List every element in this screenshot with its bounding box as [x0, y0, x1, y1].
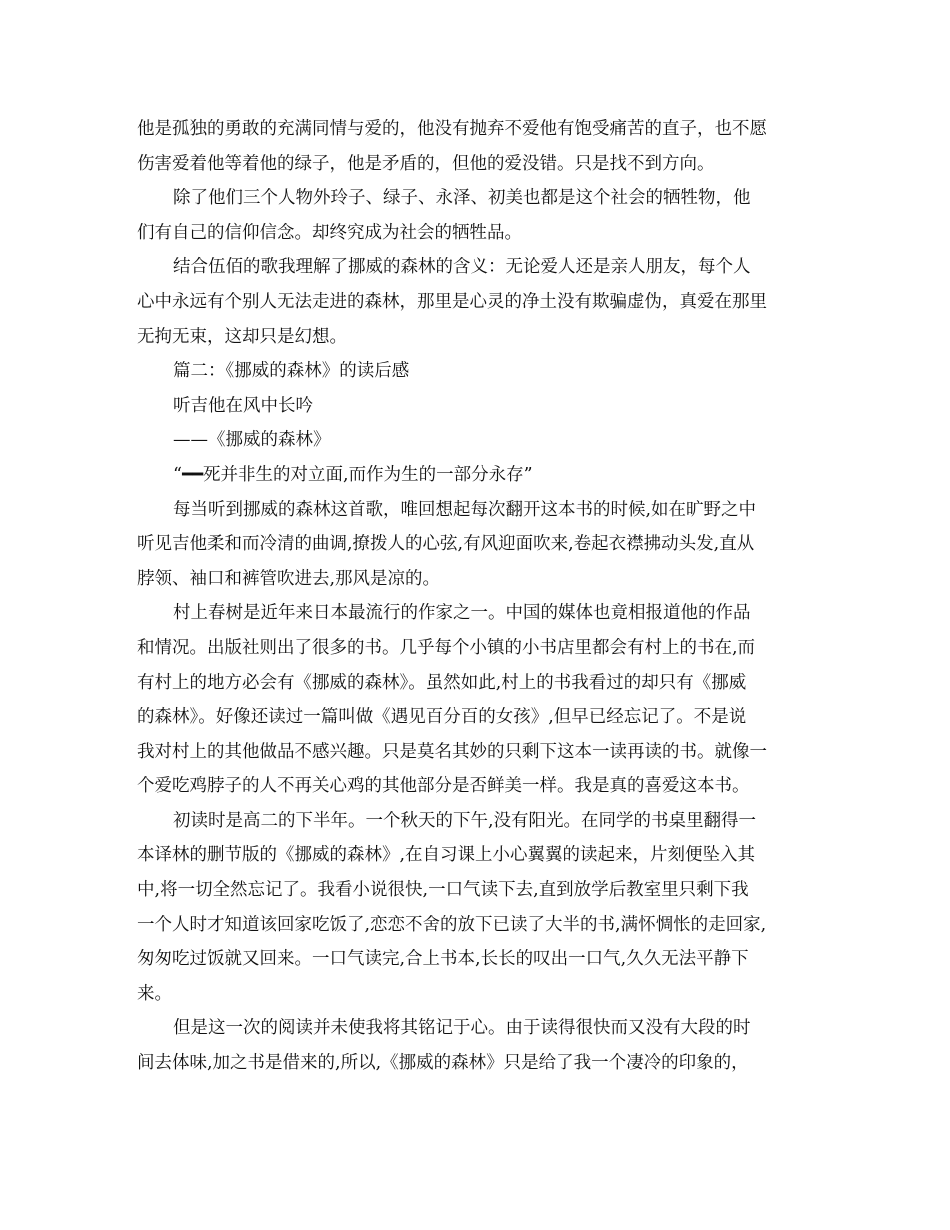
text-line: 我对村上的其他做品不感兴趣。只是莫名其妙的只剩下这本一读再读的书。就像一 [137, 741, 767, 762]
text-line: “━━死并非生的对立面,而作为生的一部分永存” [173, 464, 533, 485]
text-line: 和情况。出版社则出了很多的书。几乎每个小镇的小书店里都会有村上的书在,而 [137, 637, 756, 658]
text-line: 中,将一切全然忘记了。我看小说很快,一口气读下去,直到放学后教室里只剩下我 [137, 880, 749, 901]
text-line: 听吉他在风中长吟 [173, 395, 313, 416]
text-line: 篇二：《挪威的森林》的读后感 [173, 361, 410, 382]
text-line: 一个人时才知道该回家吃饭了,恋恋不舍的放下已读了大半的书,满怀惆怅的走回家, [137, 914, 767, 935]
text-line: 心中永远有个别人无法走进的森林，那里是心灵的净土没有欺骗虚伪，真爱在那里 [137, 291, 767, 312]
text-line: 来。 [137, 983, 172, 1004]
text-line: 间去体味,加之书是借来的,所以,《挪威的森林》只是给了我一个凄冷的印象的， [137, 1053, 749, 1074]
text-line: 的森林》。好像还读过一篇叫做《遇见百分百的女孩》,但早已经忘记了。不是说 [137, 707, 747, 728]
text-line: 伤害爱着他等着他的绿子，他是矛盾的，但他的爱没错。只是找不到方向。 [137, 153, 715, 174]
text-line: 村上春树是近年来日本最流行的作家之一。中国的媒体也竟相报道他的作品 [173, 603, 751, 624]
text-line: 除了他们三个人物外玲子、绿子、永泽、初美也都是这个社会的牺牲物，他 [173, 188, 751, 209]
text-line: 个爱吃鸡脖子的人不再关心鸡的其他部分是否鲜美一样。我是真的喜爱这本书。 [137, 776, 750, 797]
text-line: ——《挪威的森林》 [173, 430, 331, 451]
text-line: 本译林的删节版的《挪威的森林》,在自习课上小心翼翼的读起来，片刻便坠入其 [137, 845, 756, 866]
document-body [137, 112, 817, 1081]
text-line: 们有自己的信仰信念。却终究成为社会的牺牲品。 [137, 222, 522, 243]
text-line: 每当听到挪威的森林这首歌，唯回想起每次翻开这本书的时候,如在旷野之中 [173, 499, 757, 520]
text-line: 初读时是高二的下半年。一个秋天的下午,没有阳光。在同学的书桌里翻得一 [173, 810, 757, 831]
text-line: 他是孤独的勇敢的充满同情与爱的，他没有抛弃不爱他有饱受痛苦的直子，也不愿 [137, 119, 767, 139]
text-line: 无拘无束，这却只是幻想。 [137, 326, 347, 347]
text-line: 有村上的地方必会有《挪威的森林》。虽然如此,村上的书我看过的却只有《挪威 [137, 672, 747, 693]
text-line: 但是这一次的阅读并未使我将其铭记于心。由于读得很快而又没有大段的时 [173, 1018, 751, 1039]
text-line: 结合伍佰的歌我理解了挪威的森林的含义：无论爱人还是亲人朋友，每个人 [173, 257, 751, 278]
text-line: 脖领、袖口和裤管吹进去,那风是凉的。 [137, 568, 441, 589]
text-line: 听见吉他柔和而冷清的曲调,撩拨人的心弦,有风迎面吹来,卷起衣襟拂动头发,直从 [137, 534, 755, 555]
text-line: 匆匆吃过饭就又回来。一口气读完,合上书本,长长的叹出一口气,久久无法平静下 [137, 949, 749, 970]
